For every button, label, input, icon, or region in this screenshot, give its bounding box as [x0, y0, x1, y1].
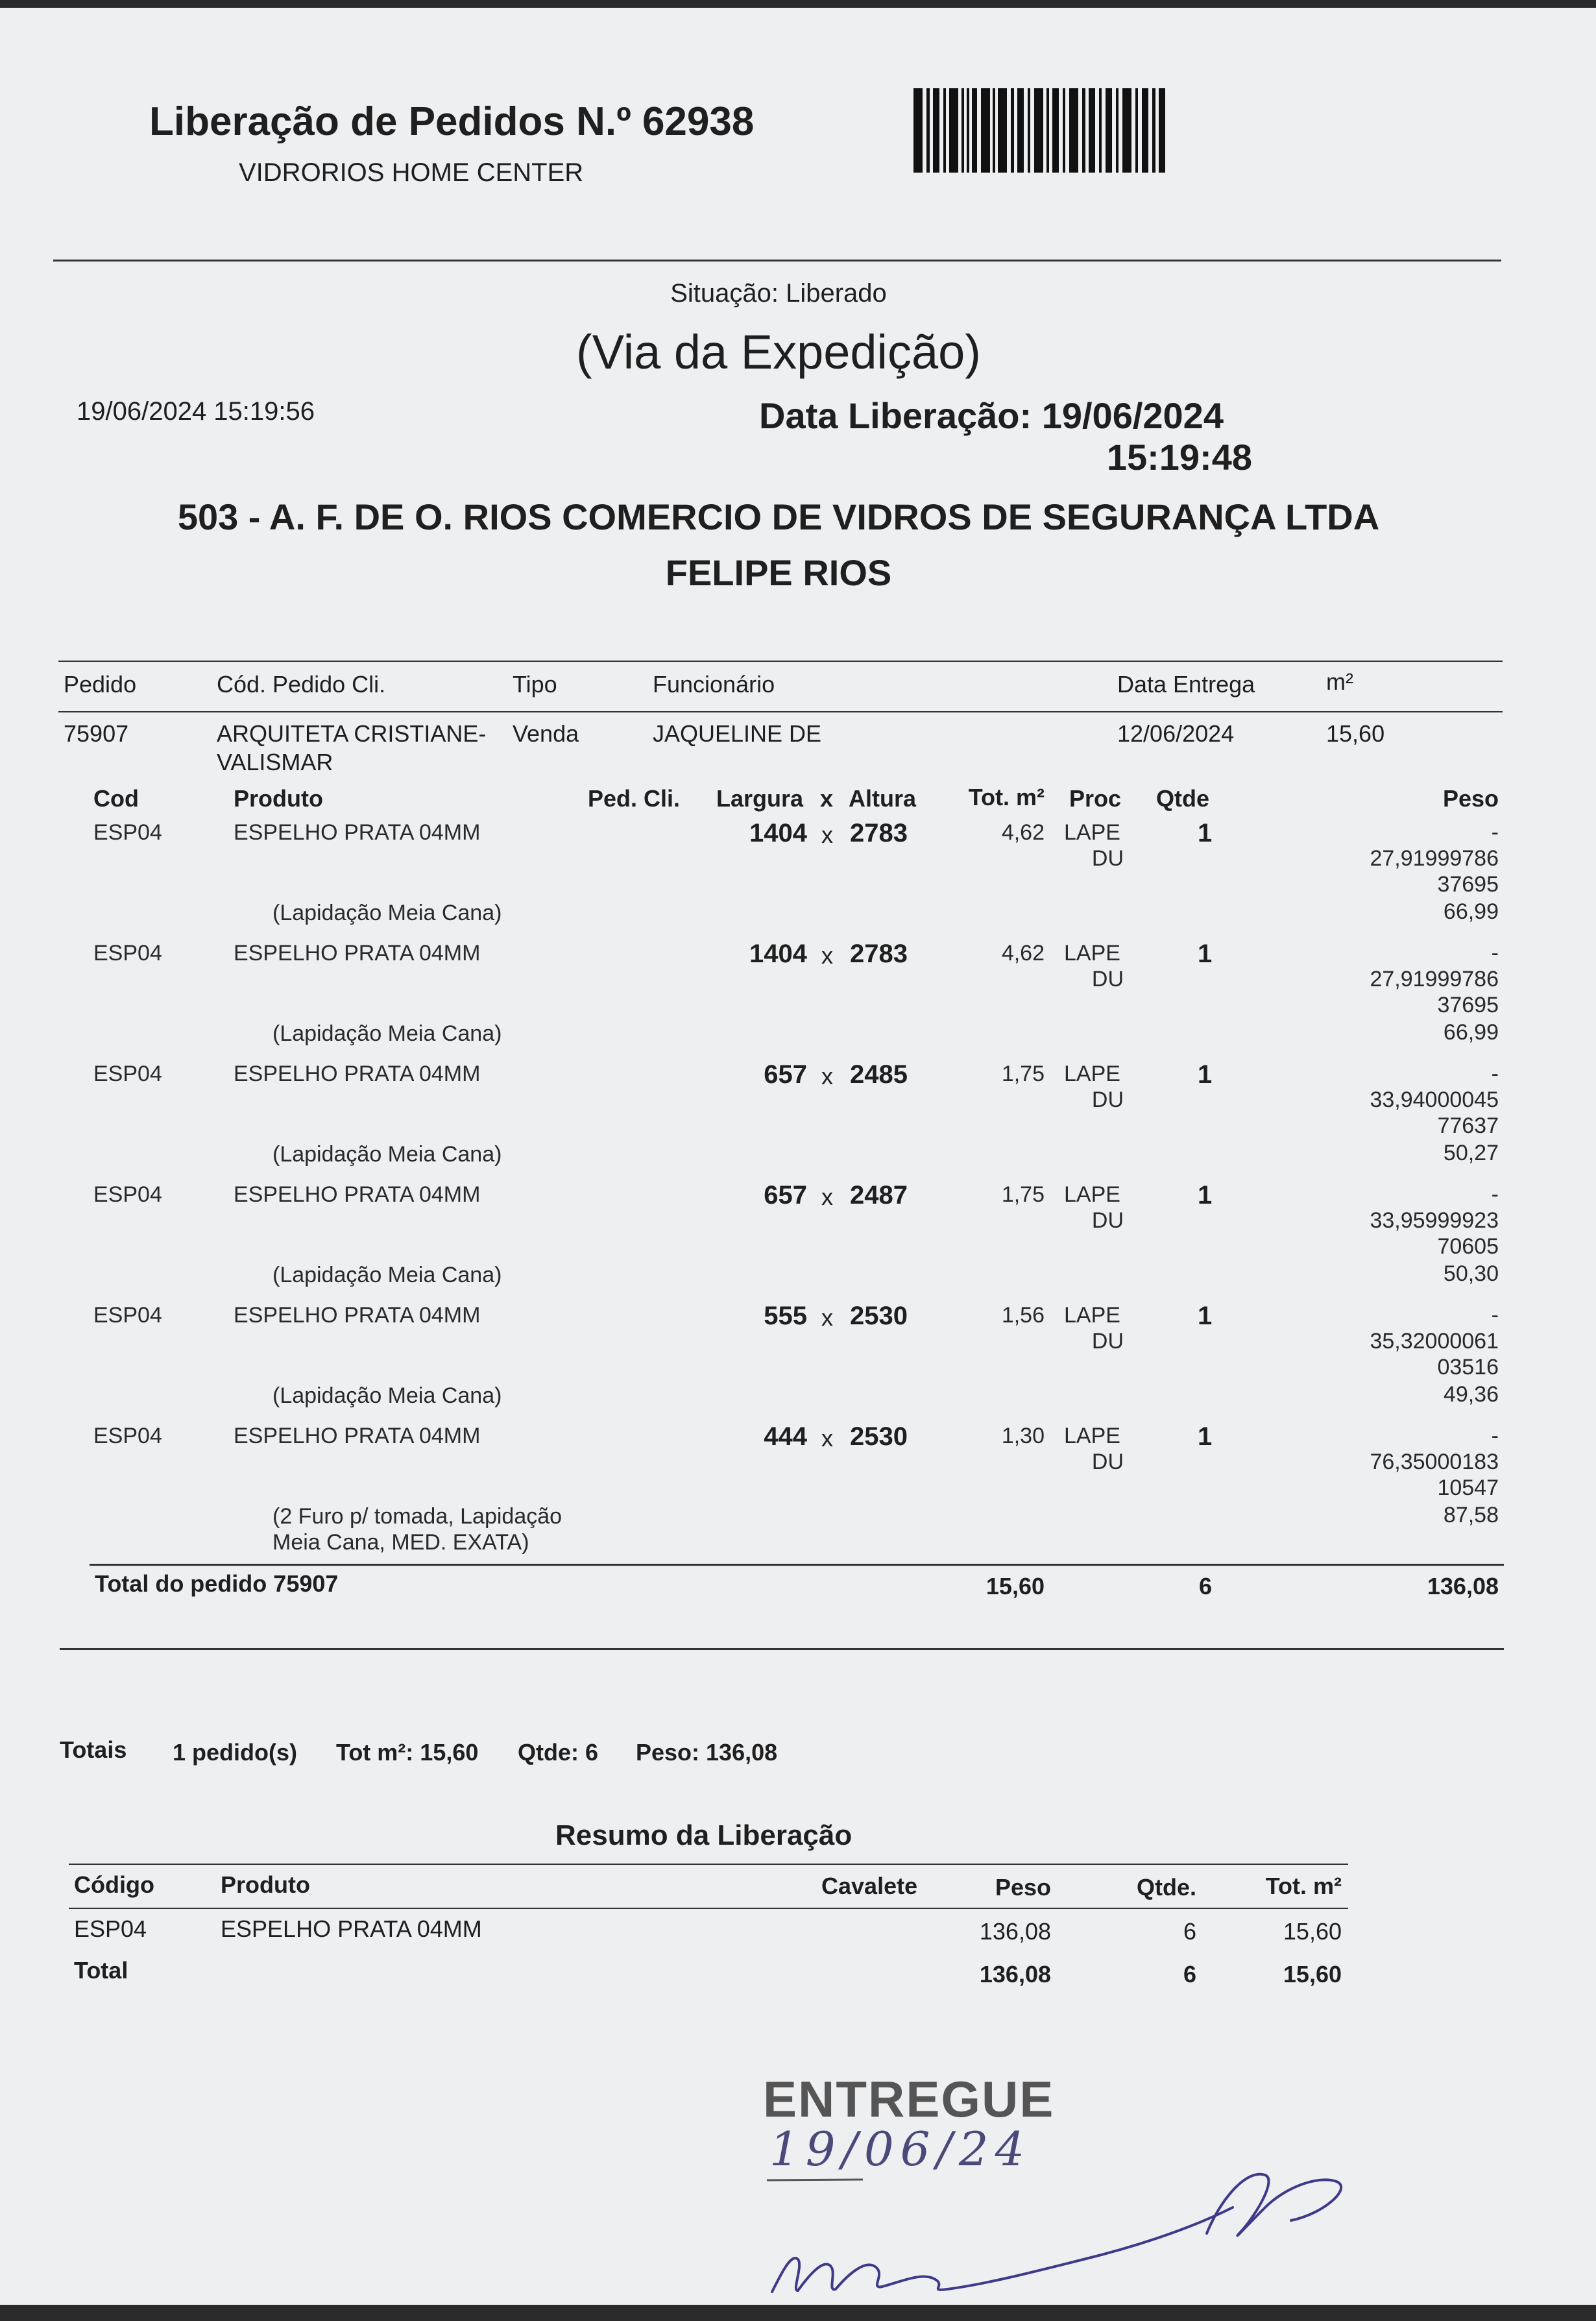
col-header-cod-cli: Cód. Pedido Cli. — [217, 671, 386, 698]
col-header-pedido: Pedido — [64, 671, 137, 698]
item-peso-line1: - — [1491, 1303, 1499, 1328]
items-header-produto: Produto — [234, 785, 323, 812]
summary-header-rule — [69, 1908, 1348, 1909]
item-peso-line4: 87,58 — [1443, 1503, 1499, 1527]
release-date: Data Liberação: 19/06/2024 — [759, 395, 1224, 436]
item-proc-line2: DU — [1091, 1088, 1124, 1112]
item-largura: 444 — [764, 1422, 807, 1451]
item-qtde: 1 — [1198, 1422, 1213, 1451]
order-total-m2: 15,60 — [985, 1573, 1045, 1599]
item-peso-line1: - — [1491, 941, 1499, 966]
order-funcionario: JAQUELINE DE — [653, 720, 822, 747]
order-table-header-rule — [58, 711, 1503, 712]
totals-peso: Peso: 136,08 — [636, 1739, 778, 1766]
item-largura: 555 — [764, 1302, 807, 1330]
item-proc-line1: LAPE — [1064, 1182, 1120, 1207]
item-peso-line4: 50,27 — [1443, 1141, 1499, 1165]
summary-total-peso: 136,08 — [979, 1961, 1051, 1987]
item-cod: ESP04 — [93, 1182, 162, 1207]
item-proc-line1: LAPE — [1064, 941, 1120, 966]
item-proc-line2: DU — [1091, 846, 1124, 871]
order-total-rule — [90, 1564, 1504, 1566]
summary-row-tot-m2: 15,60 — [1283, 1918, 1342, 1945]
item-tot-m2: 4,62 — [1001, 941, 1045, 966]
order-cod-cli-line2: VALISMAR — [217, 749, 333, 775]
order-tipo: Venda — [513, 720, 579, 747]
totals-m2: Tot m²: 15,60 — [336, 1739, 479, 1766]
delivered-stamp: ENTREGUE — [763, 2071, 1055, 2128]
signature — [753, 2162, 1369, 2321]
document-page — [0, 8, 1596, 2305]
item-largura: 1404 — [749, 940, 807, 968]
summary-title: Resumo da Liberação — [555, 1819, 852, 1851]
item-observation-line2: Meia Cana, MED. EXATA) — [272, 1530, 529, 1555]
customer-name: 503 - A. F. DE O. RIOS COMERCIO DE VIDROS DE SEGURANÇA LTDA — [177, 496, 1380, 537]
item-altura: 2783 — [850, 940, 908, 968]
item-cod: ESP04 — [93, 1303, 162, 1328]
item-peso-line1: - — [1491, 1424, 1499, 1448]
item-qtde: 1 — [1198, 819, 1213, 847]
items-header-peso: Peso — [1442, 785, 1499, 812]
item-observation: (Lapidação Meia Cana) — [272, 901, 502, 925]
item-produto: ESPELHO PRATA 04MM — [234, 941, 481, 966]
item-peso-line4: 66,99 — [1443, 899, 1499, 924]
item-qtde: 1 — [1198, 1060, 1213, 1089]
item-peso-line3: 77637 — [1437, 1113, 1499, 1138]
item-largura: 657 — [764, 1060, 807, 1089]
item-x: x — [821, 1063, 833, 1089]
item-tot-m2: 1,75 — [1001, 1182, 1045, 1207]
item-peso-line1: - — [1491, 1062, 1499, 1086]
item-peso-line3: 37695 — [1437, 993, 1499, 1017]
item-largura: 1404 — [749, 819, 807, 847]
items-header-largura: Largura — [716, 785, 804, 812]
contact-name: FELIPE RIOS — [665, 552, 892, 593]
summary-total-tot-m2: 15,60 — [1283, 1961, 1342, 1987]
item-proc-line1: LAPE — [1064, 820, 1120, 845]
item-observation: (Lapidação Meia Cana) — [272, 1263, 502, 1287]
item-tot-m2: 1,30 — [1001, 1424, 1045, 1448]
items-header-qtde: Qtde — [1156, 785, 1210, 812]
item-x: x — [821, 821, 833, 848]
summary-row-peso: 136,08 — [979, 1918, 1051, 1945]
item-cod: ESP04 — [93, 820, 162, 845]
item-produto: ESPELHO PRATA 04MM — [234, 1182, 481, 1207]
totals-divider — [60, 1648, 1504, 1650]
order-table-top-rule — [58, 661, 1503, 662]
order-total-peso: 136,08 — [1427, 1573, 1499, 1599]
summary-total-label: Total — [74, 1957, 128, 1984]
summary-header-peso: Peso — [995, 1874, 1051, 1901]
item-largura: 657 — [764, 1181, 807, 1209]
items-header-cod: Cod — [93, 785, 139, 812]
item-qtde: 1 — [1198, 1181, 1213, 1209]
item-tot-m2: 1,56 — [1001, 1303, 1045, 1328]
item-altura: 2485 — [850, 1060, 908, 1089]
status-text: Situação: Liberado — [670, 279, 887, 308]
item-produto: ESPELHO PRATA 04MM — [234, 1424, 481, 1448]
item-cod: ESP04 — [93, 1062, 162, 1086]
col-header-funcionario: Funcionário — [653, 671, 775, 698]
summary-header-qtde: Qtde. — [1136, 1874, 1196, 1901]
summary-row-codigo: ESP04 — [74, 1915, 147, 1942]
summary-header-codigo: Código — [74, 1871, 154, 1898]
company-name: VIDRORIOS HOME CENTER — [239, 158, 584, 187]
col-header-tipo: Tipo — [513, 671, 557, 698]
item-x: x — [821, 1304, 833, 1331]
item-proc-line2: DU — [1091, 1208, 1124, 1233]
item-peso-line4: 49,36 — [1443, 1382, 1499, 1407]
summary-total-qtde: 6 — [1183, 1961, 1196, 1987]
summary-row-produto: ESPELHO PRATA 04MM — [221, 1915, 482, 1942]
item-peso-line2: 35,32000061 — [1370, 1329, 1499, 1354]
item-peso-line4: 66,99 — [1443, 1020, 1499, 1045]
item-produto: ESPELHO PRATA 04MM — [234, 820, 481, 845]
items-header-altura: Altura — [849, 785, 917, 812]
order-data-entrega: 12/06/2024 — [1117, 720, 1235, 747]
item-observation: (Lapidação Meia Cana) — [272, 1142, 502, 1167]
col-header-m2: m² — [1326, 668, 1353, 695]
item-proc-line2: DU — [1091, 967, 1124, 991]
items-header-x: x — [820, 785, 834, 812]
item-peso-line3: 37695 — [1437, 872, 1499, 897]
item-peso-line2: 76,35000183 — [1370, 1450, 1499, 1474]
item-peso-line2: 33,94000045 — [1370, 1088, 1499, 1112]
item-proc-line1: LAPE — [1064, 1303, 1120, 1328]
item-cod: ESP04 — [93, 1424, 162, 1448]
item-proc-line2: DU — [1091, 1329, 1124, 1354]
order-total-qtde: 6 — [1199, 1573, 1213, 1599]
totals-label: Totais — [60, 1736, 127, 1763]
items-header-ped-cli: Ped. Cli. — [588, 785, 681, 812]
item-x: x — [821, 1184, 833, 1210]
barcode — [913, 88, 1167, 176]
item-qtde: 1 — [1198, 940, 1213, 968]
item-peso-line1: - — [1491, 1182, 1499, 1207]
item-qtde: 1 — [1198, 1302, 1213, 1330]
items-header-tot-m2: Tot. m² — [968, 784, 1045, 810]
summary-top-rule — [69, 1864, 1348, 1865]
document-title: Liberação de Pedidos N.º 62938 — [149, 99, 755, 144]
item-proc-line1: LAPE — [1064, 1424, 1120, 1448]
item-observation: (Lapidação Meia Cana) — [272, 1383, 502, 1408]
item-observation: (Lapidação Meia Cana) — [272, 1021, 502, 1046]
item-x: x — [821, 942, 833, 969]
item-x: x — [821, 1425, 833, 1452]
stamp-handwritten-date: 19/06/24 — [769, 2122, 1032, 2176]
item-peso-line2: 27,91999786 — [1370, 846, 1499, 871]
via-label: (Via da Expedição) — [576, 325, 981, 379]
items-header-proc: Proc — [1069, 785, 1122, 812]
item-tot-m2: 4,62 — [1001, 820, 1045, 845]
item-peso-line3: 70605 — [1437, 1234, 1499, 1259]
order-pedido: 75907 — [64, 720, 129, 747]
item-peso-line1: - — [1491, 820, 1499, 845]
summary-header-produto: Produto — [221, 1871, 310, 1898]
order-m2: 15,60 — [1326, 720, 1385, 747]
totals-qtde: Qtde: 6 — [518, 1739, 599, 1766]
release-time: 15:19:48 — [1106, 437, 1252, 478]
item-cod: ESP04 — [93, 941, 162, 966]
item-proc-line2: DU — [1091, 1450, 1124, 1474]
item-produto: ESPELHO PRATA 04MM — [234, 1303, 481, 1328]
order-total-label: Total do pedido 75907 — [95, 1570, 339, 1597]
header-divider — [53, 260, 1501, 261]
item-peso-line3: 10547 — [1437, 1476, 1499, 1500]
summary-header-cavalete: Cavalete — [821, 1873, 918, 1899]
item-altura: 2487 — [850, 1181, 908, 1209]
item-observation: (2 Furo p/ tomada, Lapidação — [272, 1504, 562, 1529]
totals-pedidos: 1 pedido(s) — [173, 1739, 298, 1766]
summary-header-tot-m2: Tot. m² — [1265, 1873, 1342, 1899]
item-peso-line2: 27,91999786 — [1370, 967, 1499, 991]
item-peso-line4: 50,30 — [1443, 1261, 1499, 1286]
item-tot-m2: 1,75 — [1001, 1062, 1045, 1086]
item-peso-line2: 33,95999923 — [1370, 1208, 1499, 1233]
item-produto: ESPELHO PRATA 04MM — [234, 1062, 481, 1086]
summary-row-qtde: 6 — [1183, 1918, 1196, 1945]
item-peso-line3: 03516 — [1437, 1355, 1499, 1379]
col-header-data-entrega: Data Entrega — [1117, 671, 1255, 698]
item-altura: 2783 — [850, 819, 908, 847]
item-altura: 2530 — [850, 1302, 908, 1330]
item-altura: 2530 — [850, 1422, 908, 1451]
order-cod-cli-line1: ARQUITETA CRISTIANE- — [217, 720, 487, 747]
item-proc-line1: LAPE — [1064, 1062, 1120, 1086]
printed-timestamp: 19/06/2024 15:19:56 — [77, 397, 315, 426]
